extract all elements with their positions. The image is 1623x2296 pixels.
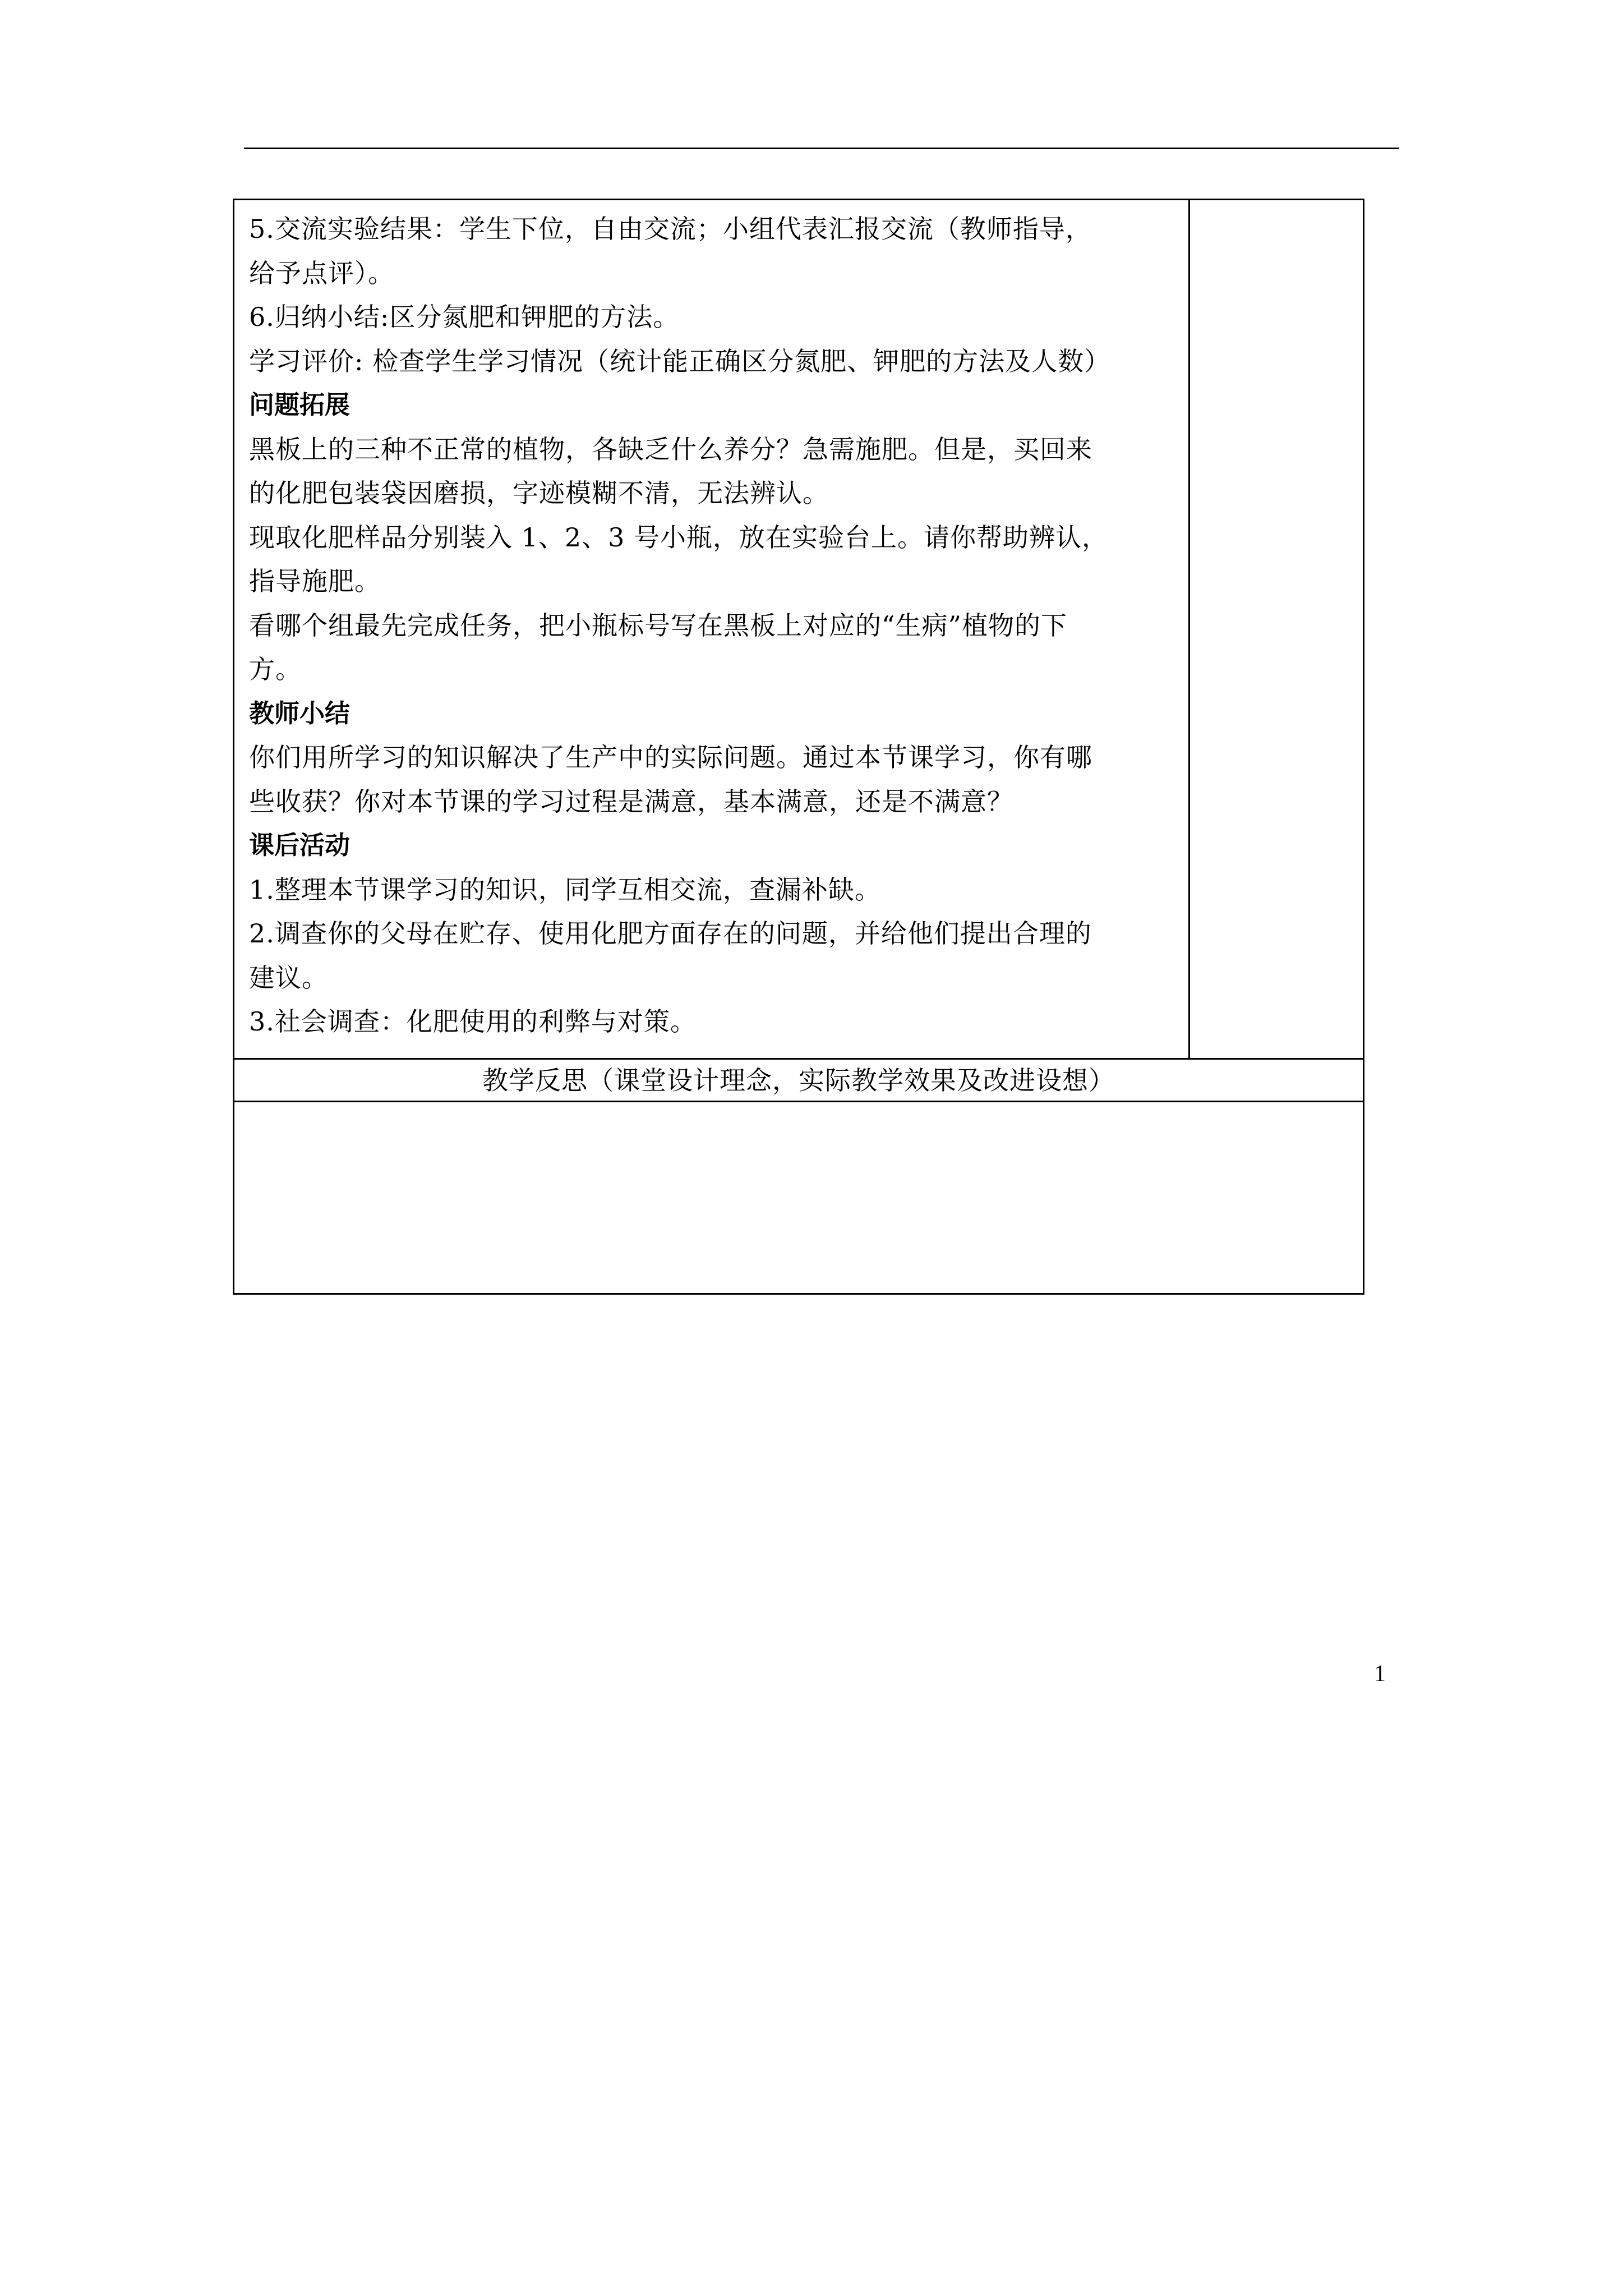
reflection-body-row bbox=[234, 1102, 1364, 1294]
content-line: 2.调查你的父母在贮存、使用化肥方面存在的问题，并给他们提出合理的 bbox=[249, 918, 1092, 949]
content-line: 3.社会调查：化肥使用的利弊与对策。 bbox=[249, 1006, 697, 1037]
lesson-content bbox=[234, 200, 1188, 1044]
section-heading: 教师小结 bbox=[249, 698, 351, 728]
content-line: 6.归纳小结:区分氮肥和钾肥的方法。 bbox=[249, 302, 680, 332]
content-line: 指导施肥。 bbox=[249, 566, 381, 596]
content-line: 现取化肥样品分别装入 1、2、3 号小瓶，放在实验台上。请你帮助辨认， bbox=[249, 522, 1109, 553]
lesson-content-cell bbox=[234, 200, 1189, 1059]
notes-cell bbox=[1189, 200, 1364, 1059]
reflection-title: 教学反思（课堂设计理念，实际教学效果及改进设想） bbox=[234, 1059, 1364, 1102]
content-line: 方。 bbox=[249, 654, 302, 684]
reflection-header-row bbox=[234, 1059, 1364, 1102]
content-row bbox=[234, 200, 1364, 1059]
content-line: 些收获？你对本节课的学习过程是满意，基本满意，还是不满意？ bbox=[249, 786, 1013, 817]
header-rule bbox=[244, 148, 1399, 149]
content-line: 1.整理本节课学习的知识，同学互相交流，查漏补缺。 bbox=[249, 874, 881, 905]
content-line: 给予点评）。 bbox=[249, 257, 394, 288]
content-line: 的化肥包装袋因磨损，字迹模糊不清，无法辨认。 bbox=[249, 478, 829, 508]
content-line: 看哪个组最先完成任务，把小瓶标号写在黑板上对应的“生病”植物的下 bbox=[249, 610, 1068, 641]
page-number: 1 bbox=[1374, 1661, 1386, 1687]
section-heading: 问题拓展 bbox=[249, 390, 351, 420]
reflection-body-cell bbox=[234, 1102, 1364, 1294]
content-line: 5.交流实验结果：学生下位，自由交流；小组代表汇报交流（教师指导， bbox=[249, 214, 1092, 244]
content-line: 你们用所学习的知识解决了生产中的实际问题。通过本节课学习，你有哪 bbox=[249, 742, 1092, 772]
section-heading: 课后活动 bbox=[249, 830, 351, 860]
content-line: 建议。 bbox=[249, 962, 328, 993]
content-line: 学习评价: 检查学生学习情况（统计能正确区分氮肥、钾肥的方法及人数） bbox=[249, 346, 1111, 376]
lesson-plan-table bbox=[233, 199, 1364, 1295]
content-line: 黑板上的三种不正常的植物，各缺乏什么养分？急需施肥。但是，买回来 bbox=[249, 434, 1092, 464]
